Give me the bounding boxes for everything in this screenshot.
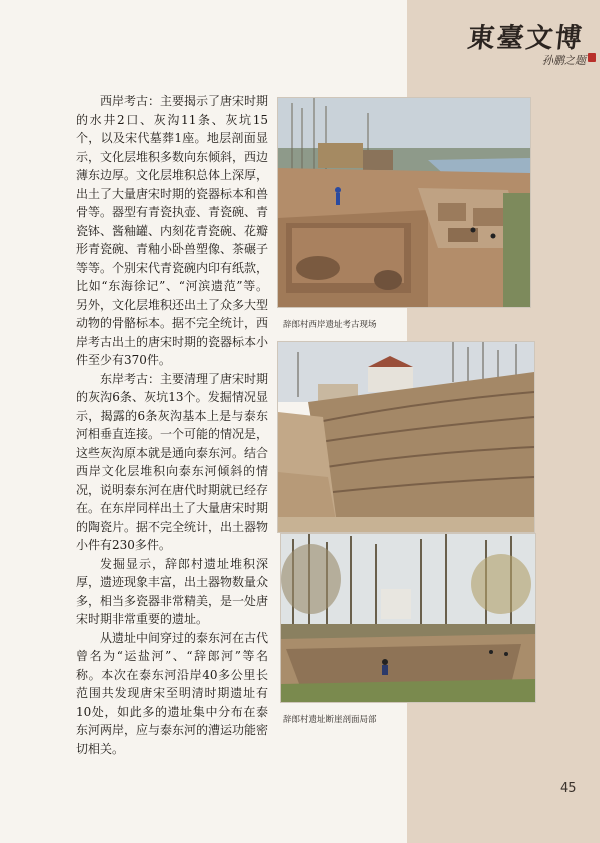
site-overview-image (281, 534, 535, 702)
paragraph-summary: 发掘显示，辞郎村遗址堆积深厚，遗迹现象丰富，出土器物数量众多，相当多瓷器非常精美，是一处唐宋时期非常重要的遗址。 (76, 556, 269, 626)
page-number: 45 (560, 781, 577, 796)
brand-logo (468, 16, 596, 76)
photo-west-bank-excavation (277, 97, 531, 308)
excavation-site-image (278, 98, 530, 307)
photo-site-overview (280, 533, 536, 703)
caption-west-bank: 辞郎村西岸遗址考古现场 (283, 320, 377, 330)
paragraph-west-bank: 西岸考古：主要揭示了唐宋时期的水井2口、灰沟11条、灰坑15个，以及宋代墓葬1座。地层剖面显示，文化层堆积多数向东倾斜，西边薄东边厚。文化层堆积总体上深厚，出土了大量唐宋时期的瓷器标本和兽骨等。器型有青瓷执壶、青瓷碗、青瓷钵、酱釉罐、内刻花青瓷碗、花瓣形青瓷碗、青釉小卧兽塑像、茶碾子等等。个别宋代青瓷碗内印有纸款，比如“东海徐记”、“河滨遗范”等。另外，文化层堆积还出土了众多大型动物的骨骼标本。据不完全统计，西岸考古出土的唐宋时期的瓷器标本小件至少有370件。 (76, 94, 269, 367)
photo-cliff-profile (277, 341, 535, 533)
caption-cliff-profile: 辞郎村遗址断崖剖面局部 (283, 715, 377, 725)
paragraph-river-history: 从遗址中间穿过的泰东河在古代曾名为“运盐河”、“辞郎河”等名称。本次在泰东河沿岸40多公里长范围共发现唐宋至明清时期遗址有10处，如此多的遗址集中分布在泰东河两岸，应与泰东河的漕运功能密切相关。 (76, 630, 269, 756)
red-seal-icon (588, 53, 596, 62)
article-body (76, 92, 268, 758)
brand-title: 東臺文博 (466, 23, 586, 54)
brand-signature: 孙鹏之题 (542, 54, 586, 67)
paragraph-east-bank: 东岸考古：主要清理了唐宋时期的灰沟6条、灰坑13个。发掘情况显示，揭露的6条灰沟基本上是与泰东河相垂直连接。一个可能的情况是，这些灰沟原本就是通向泰东河。结合西岸文化层堆积向泰东河倾斜的情况，说明泰东河在唐代时期就已经存在。在东岸同样出土了大量唐宋时期的陶瓷片。据不完全统计，出土器物小件有230多件。 (76, 371, 269, 552)
cliff-profile-image (278, 342, 534, 532)
